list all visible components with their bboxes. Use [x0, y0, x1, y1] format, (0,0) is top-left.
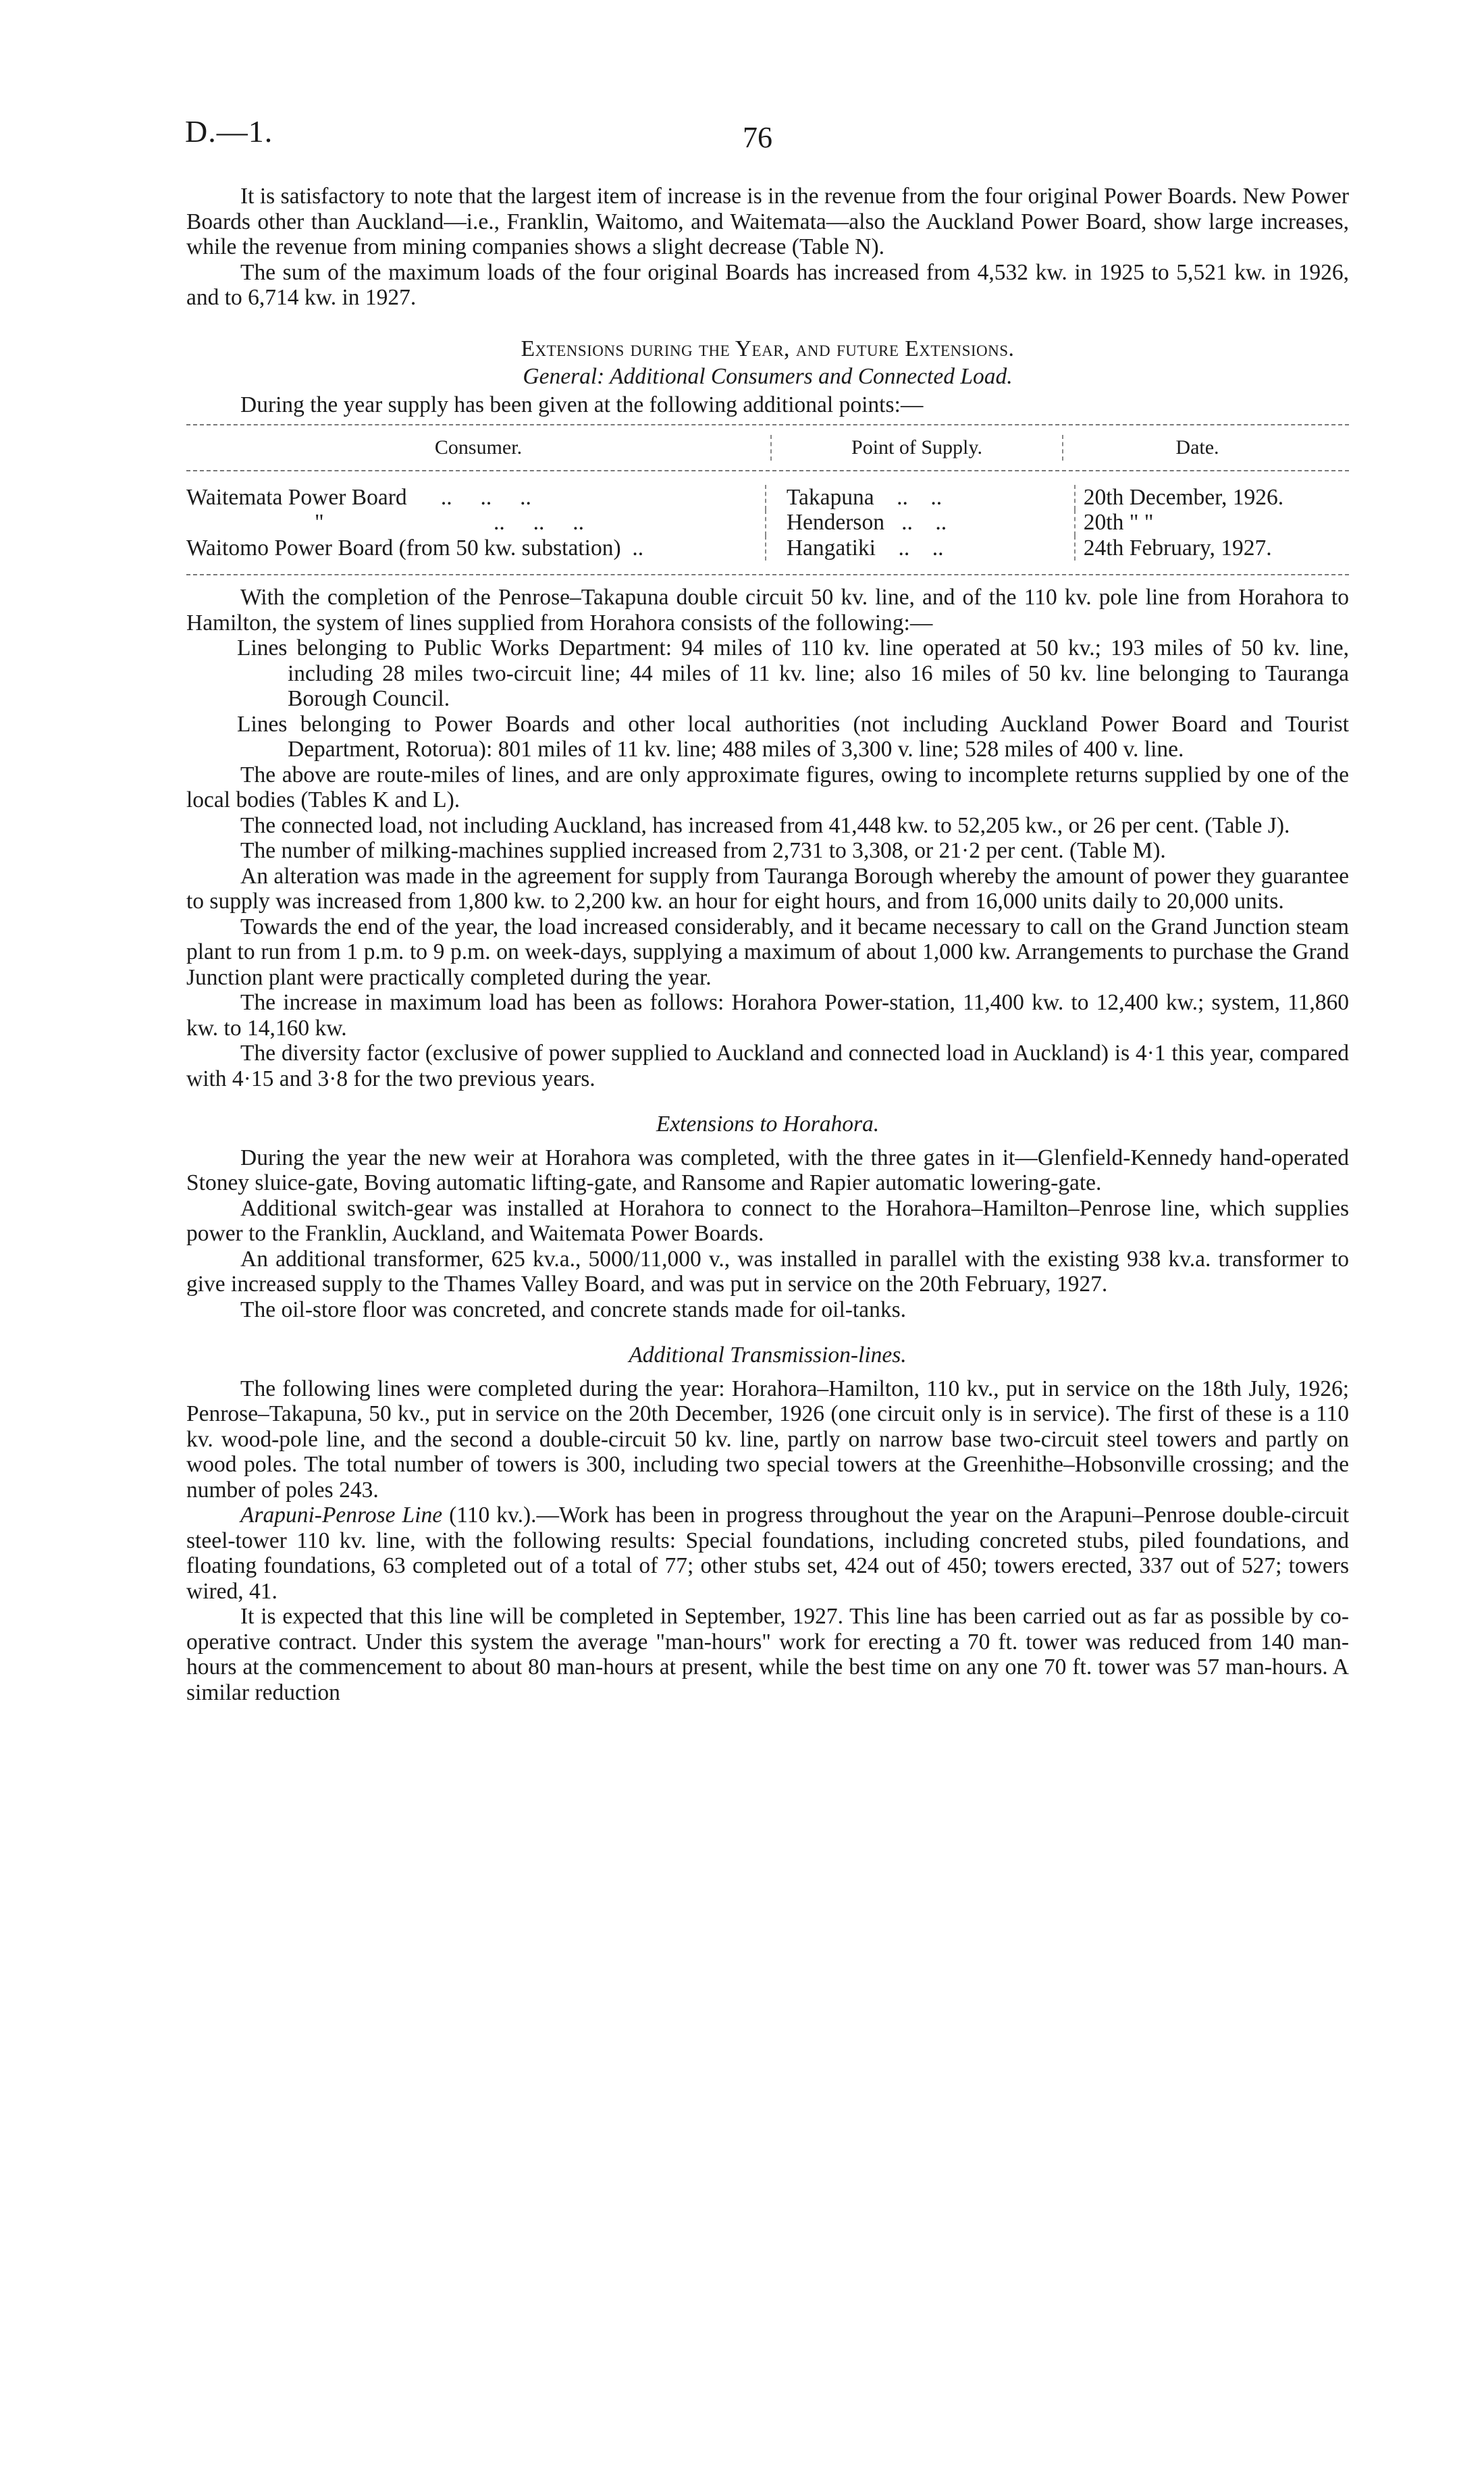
table-header-row	[186, 425, 1349, 470]
paragraph-lines-boards: Lines belonging to Power Boards and other local authorities (not including Auckland Power Board and Tourist Department, Rotorua): 801 miles of 11 kv. line; 488 miles of 3,300 v. line; 528 miles of 400 v. line.	[237, 711, 1349, 762]
paragraph-connected-load: The connected load, not including Auckland, has increased from 41,448 kw. to 52,205 kw., or 26 per cent. (Table J).	[240, 812, 1290, 838]
table-row: " .. .. .. Henderson .. .. 20th " "	[186, 510, 1349, 536]
arapuni-text: (110 kv.).—Work has been in progress throughout the year on the Arapuni–Penrose double-circuit steel-tower 110 kv. line, with the following results: Special foundations, including concreted stubs, piled foundations, and floating foundations, 63 completed out of a total of 77; other stubs set, 424 out of 450; towers erected, 337 out of 527; towers wired, 41.	[186, 1503, 1349, 1604]
arapuni-label: Arapuni-Penrose Line	[240, 1503, 443, 1528]
table-row: Waitemata Power Board .. .. .. Takapuna .. .. 20th December, 1926.	[186, 485, 1349, 511]
paragraph-arapuni	[186, 1503, 1349, 1604]
cell-point: Hangatiki	[786, 535, 876, 561]
section-subtitle: General: Additional Consumers and Connected Load.	[523, 364, 1013, 389]
cell-consumer: "	[315, 510, 324, 535]
heading-horahora: Extensions to Horahora.	[656, 1112, 880, 1137]
paragraph-weir: During the year the new weir at Horahora was completed, with the three gates in it—Glenfield-Kennedy hand-operated Stoney sluice-gate, Boving automatic lifting-gate, and Ransome and Rapier automatic lowering-gate.	[186, 1145, 1349, 1195]
paragraph-lines-completed: The following lines were completed during the year: Horahora–Hamilton, 110 kv., put in service on the 18th July, 1926; Penrose–Takapuna, 50 kv., put in service on the 20th December, 1926 (one circuit only is in service). The first of these is a 110 kv. wood-pole line, and the second a double-circuit 50 kv. line, partly on narrow base two-circuit steel towers and partly on wood poles. The total number of towers is 300, including two special towers at the Greenhithe–Hobsonville crossing; and the number of poles 243.	[186, 1376, 1349, 1503]
cell-date: 20th " "	[1074, 510, 1349, 536]
col-header-date: Date.	[1062, 435, 1331, 461]
document-code: D.—1.	[185, 114, 273, 149]
cell-point: Takapuna	[786, 484, 874, 510]
cell-point: Henderson	[786, 510, 884, 535]
section-title: Extensions during the Year, and future Extensions.	[521, 336, 1015, 361]
cell-date: 24th February, 1927.	[1074, 536, 1349, 561]
paragraph-switchgear: Additional switch-gear was installed at Horahora to connect to the Horahora–Hamilton–Penrose line, which supplies power to the Franklin, Auckland, and Waitemata Power Boards.	[186, 1195, 1349, 1246]
cell-date: 20th December, 1926.	[1074, 485, 1349, 511]
supply-points-table	[186, 424, 1349, 575]
paragraph-diversity: The diversity factor (exclusive of power supplied to Auckland and connected load in Auckland) is 4·1 this year, compared with 4·15 and 3·8 for the two previous years.	[186, 1041, 1349, 1091]
heading-transmission: Additional Transmission-lines.	[629, 1343, 907, 1368]
paragraph-intro: It is satisfactory to note that the largest item of increase is in the revenue from the four original Power Boards. New Power Boards other than Auckland—i.e., Franklin, Waitomo, and Waitemata—also the Auckland Power Board, show large increases, while the revenue from mining companies shows a slight decrease (Table N).	[186, 184, 1349, 259]
page-number: 76	[743, 121, 772, 154]
paragraph-lines-pwd: Lines belonging to Public Works Department: 94 miles of 110 kv. line operated at 50 kv.; 193 miles of 50 kv. line, including 28 miles two-circuit line; 44 miles of 11 kv. line; also 16 miles of 50 kv. line belonging to Tauranga Borough Council.	[237, 635, 1349, 711]
paragraph-milking-machines: The number of milking-machines supplied increased from 2,731 to 3,308, or 21·2 per cent. (Table M).	[240, 838, 1166, 863]
paragraph-supply: During the year supply has been given at the following additional points:—	[240, 392, 924, 417]
paragraph-completion: With the completion of the Penrose–Takapuna double circuit 50 kv. line, and of the 110 kv. pole line from Horahora to Hamilton, the system of lines supplied from Horahora consists of the following:—	[186, 585, 1349, 635]
col-header-consumer: Consumer.	[434, 436, 523, 459]
paragraph-expected: It is expected that this line will be completed in September, 1927. This line has been carried out as far as possible by co-operative contract. Under this system the average "man-hours" work for erecting a 70 ft. tower was reduced from 140 man-hours at the commencement to about 80 man-hours at present, while the best time on any one 70 ft. tower was 57 man-hours. A similar reduction	[186, 1604, 1349, 1705]
cell-consumer: Waitemata Power Board	[186, 484, 407, 510]
paragraph-transformer: An additional transformer, 625 kv.a., 5000/11,000 v., was installed in parallel with the existing 938 kv.a. transformer to give increased supply to the Thames Valley Board, and was put in service on the 20th February, 1927.	[186, 1246, 1349, 1297]
paragraph-grand-junction: Towards the end of the year, the load increased considerably, and it became necessary to call on the Grand Junction steam plant to run from 1 p.m. to 9 p.m. on week-days, supplying a maximum of about 1,000 kw. Arrangements to purchase the Grand Junction plant were practically completed during the year.	[186, 914, 1349, 990]
paragraph-route-miles: The above are route-miles of lines, and are only approximate figures, owing to incomplete returns supplied by one of the local bodies (Tables K and L).	[186, 762, 1349, 812]
paragraph-max-load: The increase in maximum load has been as follows: Horahora Power-station, 11,400 kw. to 12,400 kw.; system, 11,860 kw. to 14,160 kw.	[186, 990, 1349, 1041]
paragraph-tauranga: An alteration was made in the agreement for supply from Tauranga Borough whereby the amount of power they guarantee to supply was increased from 1,800 kw. to 2,200 kw. an hour for eight hours, and from 16,000 units daily to 20,000 units.	[186, 863, 1349, 914]
paragraph-loads: The sum of the maximum loads of the four original Boards has increased from 4,532 kw. in 1925 to 5,521 kw. in 1926, and to 6,714 kw. in 1927.	[186, 259, 1349, 310]
cell-consumer: Waitomo Power Board (from 50 kw. substation)	[186, 535, 621, 561]
table-row: Waitomo Power Board (from 50 kw. substation) .. Hangatiki .. .. 24th February, 1927.	[186, 536, 1349, 561]
col-header-point: Point of Supply.	[770, 435, 1062, 461]
page-body	[186, 184, 1349, 1705]
paragraph-oilstore: The oil-store floor was concreted, and concrete stands made for oil-tanks.	[240, 1297, 907, 1322]
